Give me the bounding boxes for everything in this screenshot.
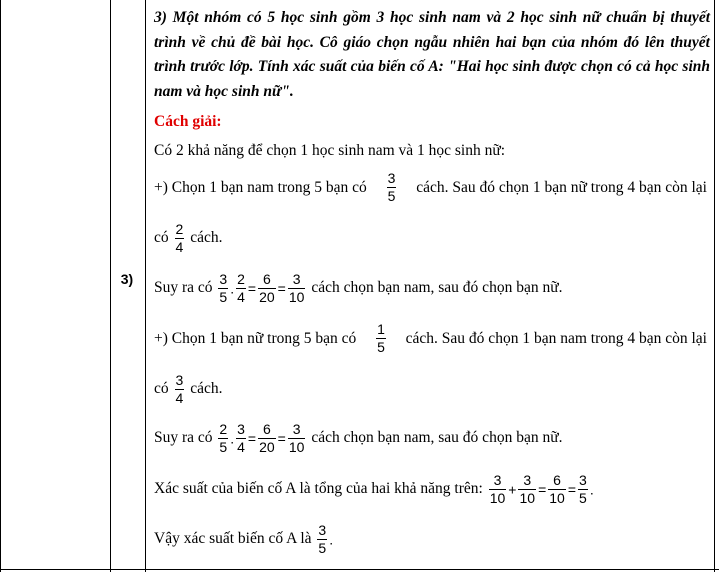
case2-cont-fraction: $\frac{3}{4}$ bbox=[175, 372, 184, 406]
result1-eq-1: = bbox=[247, 280, 257, 297]
case2-cont-post: cách. bbox=[190, 380, 223, 398]
result1-frac-1: $\frac{3}{5}$ bbox=[219, 271, 228, 305]
case1-fraction: $\frac{3}{5}$ bbox=[387, 170, 396, 204]
result1-frac-4: $\frac{3}{10}$ bbox=[288, 271, 305, 305]
solution-intro: Có 2 khả năng để chọn 1 học sinh nam và 1 học sinh nữ: bbox=[154, 142, 506, 159]
result2-eq-2: = bbox=[277, 430, 286, 447]
total-frac-4: $\frac{3}{5}$ bbox=[579, 472, 587, 506]
result2-pre: Suy ra có bbox=[154, 429, 213, 447]
result1-eq-2: = bbox=[277, 280, 286, 297]
case1-cont-pre: có bbox=[154, 229, 169, 247]
table-border-bottom bbox=[0, 569, 719, 570]
case1-text-a: +) Chọn 1 bạn nam trong 5 bạn có bbox=[154, 178, 367, 196]
total-eq-2: = bbox=[567, 481, 577, 498]
problem-statement: 3) Một nhóm có 5 học sinh gồm 3 học sinh nam và 2 học sinh nữ chuẩn bị thuyết trình về chủ đề bài học. Cô giáo chọn ngẫu nhiên hai bạn của nhóm đó lên thuyết trình trước lớp. Tính xác suất của biến cố A: "Hai học sinh được chọn có cả học sinh nam và học sinh nữ". bbox=[154, 9, 710, 100]
result1-pre: Suy ra có bbox=[154, 279, 213, 297]
case1-cont-post: cách. bbox=[190, 229, 223, 247]
total-line bbox=[154, 472, 594, 507]
result2-dot: . bbox=[230, 430, 235, 447]
final-pre: Vậy xác suất biến cố A là bbox=[154, 530, 312, 548]
result2-frac-1: $\frac{2}{5}$ bbox=[219, 421, 228, 455]
total-frac-2: $\frac{3}{10}$ bbox=[519, 472, 536, 506]
total-frac-3: $\frac{6}{10}$ bbox=[549, 472, 565, 506]
total-eq-1: = bbox=[538, 481, 547, 498]
case1-cont bbox=[154, 221, 222, 256]
result1-dot: . bbox=[230, 280, 235, 297]
row-label: 3) bbox=[120, 271, 134, 287]
total-pre: Xác suất của biến cố A là tổng của hai khả năng trên: bbox=[154, 480, 483, 498]
case1-cont-fraction: $\frac{2}{4}$ bbox=[175, 221, 184, 255]
table-divider-2 bbox=[145, 0, 146, 572]
total-plus: + bbox=[508, 481, 517, 498]
final-end: . bbox=[329, 531, 334, 548]
table-border-left bbox=[0, 0, 1, 572]
final-line bbox=[154, 522, 333, 557]
result2-eq-1: = bbox=[247, 430, 257, 447]
case2-text-b: cách. Sau đó chọn 1 bạn nam trong 4 bạn còn lại bbox=[405, 329, 707, 347]
result1-frac-2: $\frac{2}{4}$ bbox=[237, 271, 245, 305]
case2-text-a: +) Chọn 1 bạn nữ trong 5 bạn có bbox=[154, 329, 357, 347]
total-frac-1: $\frac{3}{10}$ bbox=[489, 472, 506, 506]
result2-frac-4: $\frac{3}{10}$ bbox=[288, 421, 305, 455]
result2-frac-2: $\frac{3}{4}$ bbox=[237, 421, 245, 455]
case2-line bbox=[154, 321, 707, 356]
table-divider-1 bbox=[110, 0, 111, 572]
case2-cont-pre: có bbox=[154, 380, 169, 398]
solution-heading: Cách giải: bbox=[154, 113, 222, 130]
result2-line bbox=[154, 421, 562, 456]
result1-post: cách chọn bạn nam, sau đó chọn bạn nữ. bbox=[311, 279, 563, 297]
case1-text-b: cách. Sau đó chọn 1 bạn nữ trong 4 bạn còn lại bbox=[416, 178, 707, 196]
result1-frac-3: $\frac{6}{20}$ bbox=[259, 271, 275, 305]
result1-line bbox=[154, 271, 562, 306]
result2-frac-3: $\frac{6}{20}$ bbox=[259, 421, 275, 455]
total-end: . bbox=[589, 481, 594, 498]
case1-line bbox=[154, 170, 707, 205]
case2-fraction: $\frac{1}{5}$ bbox=[377, 321, 385, 355]
final-fraction: $\frac{3}{5}$ bbox=[318, 522, 327, 556]
case2-cont bbox=[154, 372, 222, 407]
table-border-right bbox=[714, 0, 715, 572]
result2-post: cách chọn bạn nam, sau đó chọn bạn nữ. bbox=[311, 429, 563, 447]
